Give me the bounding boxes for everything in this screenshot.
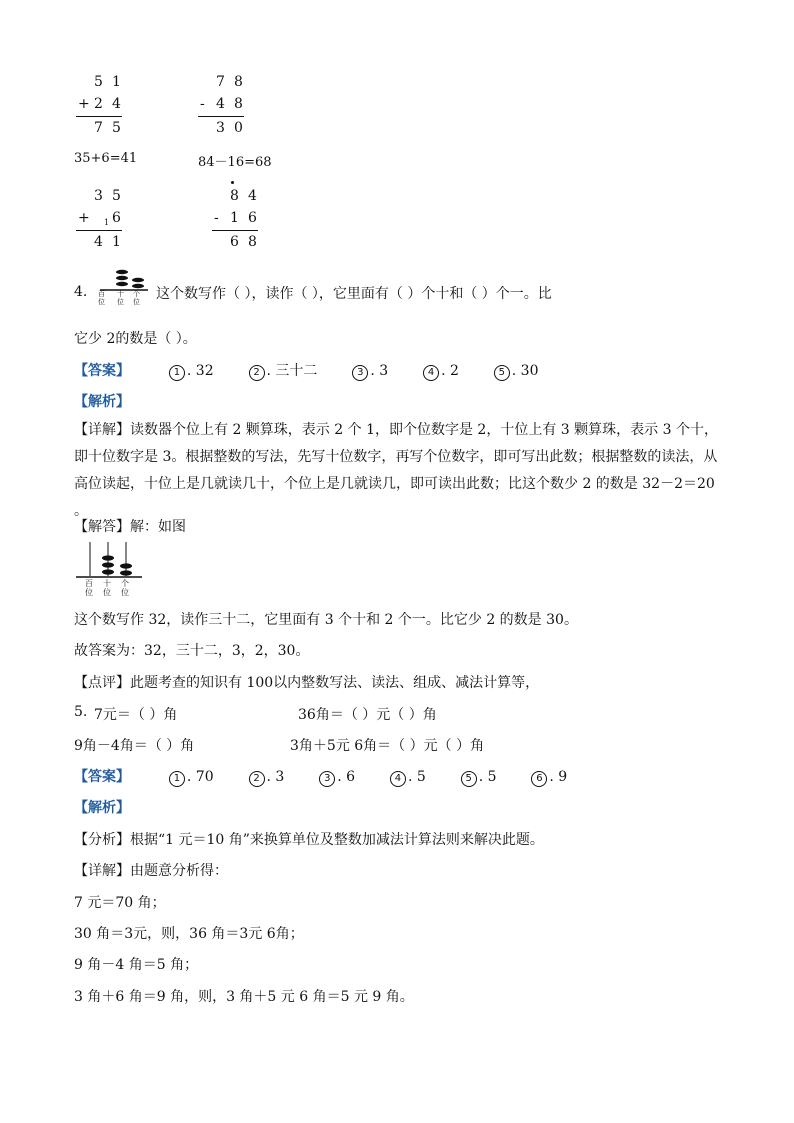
- calc-line: [212, 230, 258, 231]
- digit: 4: [112, 96, 121, 112]
- digit: 1: [112, 74, 121, 90]
- digit: 6: [248, 210, 257, 226]
- abacus-label: 个位: [121, 579, 129, 597]
- analysis-label-q5: 【解析】: [74, 800, 130, 816]
- abacus-small: [98, 268, 150, 314]
- answer-6: 6 . 9: [531, 769, 567, 785]
- operator: -: [200, 96, 205, 112]
- digit: 4: [216, 96, 225, 112]
- digit: 5: [112, 188, 121, 204]
- answer-4: 4 . 2: [423, 363, 459, 379]
- abacus-label: 十位: [117, 290, 124, 306]
- digit: 1: [230, 210, 239, 226]
- answer-2: 2 . 三十二: [249, 363, 318, 379]
- question-number-4: 4.: [74, 284, 88, 300]
- answer-5: 5 . 5: [461, 769, 497, 785]
- q5-item-c: 9角－4角＝（ ）角: [74, 738, 195, 754]
- digit: 2: [94, 96, 103, 112]
- digit: 6: [230, 234, 239, 250]
- digit: 4: [248, 188, 257, 204]
- answer-row-q5: [74, 766, 567, 787]
- digit: 8: [248, 234, 257, 250]
- operator: +: [78, 96, 90, 112]
- q4-solution-label: 【解答】解：如图: [74, 519, 186, 535]
- q4-solution-2: 故答案为：32，三十二，3，2，30。: [74, 643, 310, 659]
- q4-line2: 它少 2的数是（ ）。: [74, 331, 197, 347]
- digit: 1: [112, 234, 121, 250]
- calc-line: [76, 116, 122, 117]
- q4-detail: 【详解】读数器个位上有 2 颗算珠，表示 2 个 1，即个位数字是 2，十位上有 3 颗算珠，表示 3 个十，即十位数字是 3。根据整数的写法，先写十位数字，再写个位数字，即可写出此数；根据整数的读法，从高位读起，十位上是几就读几十，个位上是几就读几，即可读出此数；比这个数少 2 的数是 32－2＝20 。: [74, 422, 718, 519]
- q5-line-1: 7 元＝70 角；: [74, 895, 166, 911]
- equation-2: 84－16=68: [198, 155, 272, 170]
- digit: 7: [94, 120, 103, 136]
- q4-comment: 【点评】此题考查的知识有 100以内整数写法、读法、组成、减法计算等，: [74, 675, 540, 691]
- operator: -: [214, 210, 219, 226]
- equation-1: 35+6=41: [74, 151, 138, 166]
- answer-3: 3 . 3: [352, 363, 388, 379]
- question-number-5: 5.: [74, 704, 88, 720]
- digit: 4: [94, 234, 103, 250]
- carry-mark: 1: [104, 218, 110, 227]
- digit: 8: [234, 74, 243, 90]
- abacus-label: 十位: [103, 579, 111, 597]
- digit: 8: [234, 96, 243, 112]
- digit: 3: [94, 188, 103, 204]
- q5-line-3: 9 角－4 角＝5 角；: [74, 957, 199, 973]
- q4-line1: 这个数写作（ ），读作（ ），它里面有（ ）个十和（ ）个一。比: [156, 286, 552, 302]
- abacus-large: [76, 540, 146, 602]
- answer-label: 【答案】: [74, 769, 130, 785]
- answer-1: 1 . 32: [169, 363, 214, 379]
- answer-2: 2 . 3: [249, 769, 285, 785]
- q5-detail: 【详解】由题意分析得：: [74, 863, 228, 879]
- digit: 8: [230, 188, 239, 204]
- q5-item-d: 3角＋5元 6角＝（ ）元（ ）角: [290, 738, 485, 754]
- digit: 6: [112, 210, 121, 226]
- abacus-label: 百位: [85, 579, 93, 597]
- answer-1: 1 . 70: [169, 769, 214, 785]
- digit: 7: [216, 74, 225, 90]
- borrow-dot: [231, 181, 234, 184]
- q4-solution-1: 这个数写作 32，读作三十二，它里面有 3 个十和 2 个一。比它少 2 的数是 30。: [74, 612, 578, 628]
- digit: 3: [216, 120, 225, 136]
- q5-line-2: 30 角＝3元，则，36 角＝3元 6角；: [74, 926, 304, 942]
- q5-item-a: 7元＝（ ）角: [94, 707, 178, 723]
- q5-line-4: 3 角＋6 角＝9 角，则，3 角＋5 元 6 角＝5 元 9 角。: [74, 989, 414, 1005]
- abacus-label: 百位: [98, 290, 105, 306]
- q5-item-b: 36角＝（ ）元（ ）角: [298, 707, 437, 723]
- answer-label: 【答案】: [74, 363, 130, 379]
- calc-line: [198, 116, 244, 117]
- digit: 0: [234, 120, 243, 136]
- analysis-label-q4: 【解析】: [74, 394, 130, 410]
- operator: +: [78, 210, 90, 226]
- abacus-label: 个位: [133, 290, 140, 306]
- answer-row-q4: [74, 360, 539, 381]
- answer-4: 4 . 5: [390, 769, 426, 785]
- answer-5: 5 . 30: [494, 363, 539, 379]
- digit: 5: [94, 74, 103, 90]
- calc-line: [76, 230, 122, 231]
- digit: 5: [112, 120, 121, 136]
- q5-analysis: 【分析】根据“1 元＝10 角”来换算单位及整数加减法计算法则来解决此题。: [74, 832, 544, 848]
- answer-3: 3 . 6: [319, 769, 355, 785]
